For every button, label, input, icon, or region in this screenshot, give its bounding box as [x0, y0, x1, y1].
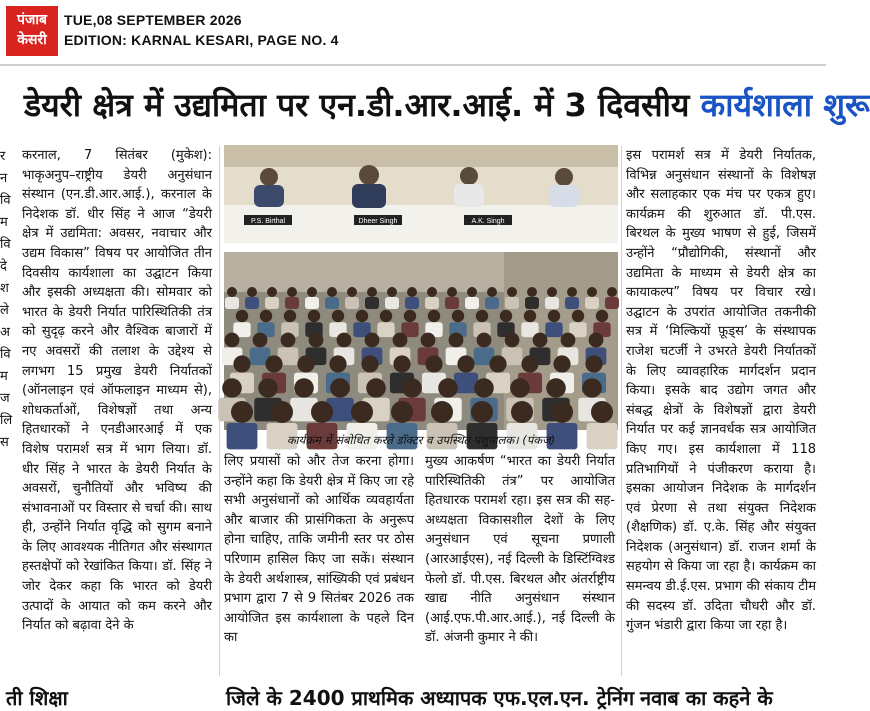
edition-info: EDITION: KARNAL KESARI, PAGE NO. 4 [64, 32, 339, 48]
attendee-head [391, 401, 413, 423]
attendee-head [233, 355, 250, 372]
attendee-head [551, 401, 573, 423]
attendee-head [425, 355, 442, 372]
attendee-head [287, 287, 297, 297]
attendee-head [294, 378, 314, 398]
attendee-head [258, 378, 278, 398]
attendee-head [546, 378, 566, 398]
attendee-head [351, 401, 373, 423]
photo-caption: कार्यक्रम में संबोधित करते डॉक्टर व उपस्थित पशुपालक। (पंकज) [286, 433, 556, 447]
attendee-head [309, 333, 324, 348]
attendee-head [507, 287, 517, 297]
publication-date: TUE,08 SEPTEMBER 2026 [64, 12, 242, 28]
attendee-body [525, 297, 539, 309]
attendee-head [402, 378, 422, 398]
attendee-head [589, 333, 604, 348]
attendee-head [236, 310, 248, 322]
article-column-3: मुख्य आकर्षण “भारत का डेयरी निर्यात पारिस्थितिकी तंत्र” पर आयोजित हितधारक परामर्श रहा। इस सत्र की सह-अध्यक्षता विकासशील देशों के लिए अनुसंधान एवं सूचना प्रणाली (आरआईएस), नई दिल्ली के डिस्टिंग्विश्ड फेलो डॉ. पी.एस. बिरथल और अंतर्राष्ट्रीय खाद्य नीति अनुसंधान संस्थान (आई.एफ.पी.आर.आई.), नई दिल्ली के डॉ. अंजनी कुमार ने की। [425, 454, 615, 646]
attendee-head [438, 378, 458, 398]
attendee-head [510, 378, 530, 398]
stage-photo [224, 145, 618, 243]
bottom-headline-left: ती शिक्षा [6, 686, 68, 710]
attendee-head [284, 310, 296, 322]
attendee-head [489, 355, 506, 372]
attendee-head [427, 287, 437, 297]
attendee-head [567, 287, 577, 297]
attendee-body [225, 297, 239, 309]
bottom-headline-middle: जिले के 2400 प्राथमिक अध्यापक एफ.एल.एन. ट्रेनिंग [226, 686, 635, 710]
attendee-body [345, 297, 359, 309]
attendee-body [385, 297, 399, 309]
attendee-body [454, 373, 478, 394]
attendee-head [467, 287, 477, 297]
attendee-head [428, 310, 440, 322]
name-plate-3: A.K. Singh [471, 218, 505, 225]
logo-line-2: केसरी [17, 32, 47, 48]
audience-photo-illustration [224, 252, 618, 430]
attendee-head [253, 333, 268, 348]
attendee-head [297, 355, 314, 372]
attendee-head [607, 287, 617, 297]
stage-photo-illustration [224, 145, 618, 243]
attendee-body [585, 297, 599, 309]
attendee-head [505, 333, 520, 348]
attendee-head [356, 310, 368, 322]
attendee-head [572, 310, 584, 322]
name-plate-2: Dheer Singh [358, 218, 398, 225]
attendee-body [285, 297, 299, 309]
attendee-head [521, 355, 538, 372]
attendee-head [231, 401, 253, 423]
attendee-head [457, 355, 474, 372]
attendee-head [511, 401, 533, 423]
attendee-head [547, 287, 557, 297]
attendee-head [582, 378, 602, 398]
attendee-head [596, 310, 608, 322]
attendee-head [487, 287, 497, 297]
attendee-head [367, 287, 377, 297]
attendee-head [329, 355, 346, 372]
attendee-head [561, 333, 576, 348]
masthead-divider [0, 64, 826, 66]
attendee-head [587, 287, 597, 297]
attendee-head [404, 310, 416, 322]
attendee-head [327, 287, 337, 297]
attendee-body [485, 297, 499, 309]
attendee-head [365, 333, 380, 348]
attendee-body [445, 297, 459, 309]
attendee-body [377, 322, 394, 337]
attendee-body [565, 297, 579, 309]
punjab-kesari-logo [6, 6, 58, 56]
attendee-head [337, 333, 352, 348]
masthead [0, 0, 826, 64]
attendee-head [380, 310, 392, 322]
attendee-head [247, 287, 257, 297]
attendee-body [365, 297, 379, 309]
attendee-head [366, 378, 386, 398]
attendee-head [225, 333, 240, 348]
attendee-head [311, 401, 333, 423]
attendee-head [281, 333, 296, 348]
attendee-head [271, 401, 293, 423]
attendee-head [449, 333, 464, 348]
attendee-body [325, 297, 339, 309]
next-article-headlines [0, 686, 826, 710]
attendee-head [421, 333, 436, 348]
bottom-headline-right: नवाब का कहने के [640, 686, 773, 710]
attendee-head [527, 287, 537, 297]
logo-line-1: पंजाब [17, 12, 47, 28]
attendee-head [447, 287, 457, 297]
attendee-head [330, 378, 350, 398]
attendee-body [545, 297, 559, 309]
attendee-head [431, 401, 453, 423]
attendee-body [245, 297, 259, 309]
attendee-body [305, 297, 319, 309]
attendee-head [222, 378, 242, 398]
attendee-head [265, 355, 282, 372]
attendee-head [524, 310, 536, 322]
attendee-body [505, 297, 519, 309]
attendee-head [307, 287, 317, 297]
attendee-head [477, 333, 492, 348]
attendee-head [476, 310, 488, 322]
headline-part-1: डेयरी क्षेत्र में उद्यमिता पर एन.डी.आर.आई. में 3 दिवसीय [24, 86, 701, 124]
article-column-4: इस परामर्श सत्र में डेयरी निर्यातक, विभिन्न अनुसंधान संस्थानों के विशेषज्ञ और सलाहकार एक मंच पर एकत्र हुए। कार्यक्रम की शुरुआत डॉ. पी.एस. बिरथल के मुख्य भाषण से हुई, जिसमें उन्होंने “प्रौद्योगिकी, संस्थानों और उद्यमिता के माध्यम से डेयरी क्षेत्र का कायाकल्प” विषय पर विचार रखे। उद्घाटन के उपरांत आयोजित तकनीकी सत्र में ‘मिल्कियों फ़ूड्स’ के संस्थापक राजेश चटर्जी ने उभरते डेयरी निर्यातकों के लिए व्यावहारिक मार्गदर्शन प्रदान किया। इसके बाद उद्योग जगत और संबद्ध क्षेत्रों के विशेषज्ञों द्वारा डेयरी निर्यात पर कई ज्ञानवर्धक सत्र आयोजित किए गए। इस कार्यशाला में 118 प्रतिभागियों ने पंजीकरण कराया है। इसका आयोजन निदेशक के मार्गदर्शन एवं प्रेरणा से तथा संयुक्त निदेशक (शैक्षणिक) डॉ. ए.के. सिंह और संयुक्त निदेशक (अनुसंधान) डॉ. राजन शर्मा के सहयोग से किया जा रहा है। कार्यक्रम का समन्वय डी.ई.एस. प्रभाग की संकाय टीम की सदस्य डॉ. उदिता चौधरी और डॉ. गुंजन भंडारी द्वारा किया जा रहा है। [626, 148, 816, 634]
attendee-head [308, 310, 320, 322]
attendee-head [452, 310, 464, 322]
adjacent-article-strip: र न वि म वि दे श ले अ वि म ज लि स [0, 149, 13, 450]
attendee-body [545, 322, 562, 337]
attendee-head [267, 287, 277, 297]
attendee-head [585, 355, 602, 372]
article-column-2: लिए प्रयासों को और तेज करना होगा। उन्होंने कहा कि डेयरी क्षेत्र में किए जा रहे सभी अनुसंधानों को आर्थिक व्यवहार्यता और बाजार की प्रासंगिकता के अनुरूप होना चाहिए, ताकि जमीनी स्तर पर ठोस परिणाम हासिल किए जा सकें। संस्थान के डेयरी अर्थशास्त्र, सांख्यिकी एवं प्रबंधन प्रभाग द्वारा 7 से 9 सितंबर 2026 तक आयोजित इस कार्यशाला के पहले दिन का [224, 454, 414, 646]
attendee-head [471, 401, 493, 423]
attendee-head [533, 333, 548, 348]
headline [24, 80, 870, 130]
attendee-body [465, 297, 479, 309]
attendee-head [591, 401, 613, 423]
attendee-head [332, 310, 344, 322]
attendee-head [227, 287, 237, 297]
edition-meta [64, 10, 339, 50]
attendee-head [387, 287, 397, 297]
attendee-head [361, 355, 378, 372]
column-divider [621, 146, 622, 676]
attendee-head [347, 287, 357, 297]
audience-photo [224, 252, 618, 430]
attendee-body [605, 297, 619, 309]
attendee-head [407, 287, 417, 297]
attendee-head [393, 355, 410, 372]
attendee-head [553, 355, 570, 372]
attendee-head [393, 333, 408, 348]
article-column-1: करनाल, 7 सितंबर (मुकेश): भाकृअनुप–राष्ट्रीय डेयरी अनुसंधान संस्थान (एन.डी.आर.आई.), करनाल के निदेशक डॉ. धीर सिंह ने आज “डेयरी क्षेत्र में उद्यमिता: अवसर, नवाचार और उद्यम विकास” विषय पर आयोजित तीन दिवसीय कार्यशाला का उद्घाटन किया और इसकी अध्यक्षता की। सोमवार को भारत के डेयरी निर्यात पारिस्थितिकी तंत्र को सुदृढ़ करने और वैश्विक बाजारों में नए अवसरों की तलाश के उद्देश्य से लगभग 15 प्रमुख डेयरी निर्यातकों (ऑनलाइन एवं ऑफलाइन माध्यम से), शोधकर्ताओं, विशेषज्ञों तथा अन्य हितधारकों ने एनडीआरआई में एक विशेष परामर्श सत्र में भाग लिया। डॉ. धीर सिंह ने भारत के डेयरी निर्यात के अवसरों, चुनौतियों और भविष्य की संभावनाओं पर विस्तार से चर्चा की। साथ ही, उन्होंने निर्यात वृद्धि को सुगम बनाने के लिए आवश्यक नीतिगत और संस्थागत हस्तक्षेपों को रेखांकित किया। डॉ. सिंह ने जोर देकर कहा कि भारत को डेयरी उत्पादों के आयात को कम करने और निर्यात को बढ़ावा देने के [22, 148, 212, 634]
attendee-head [474, 378, 494, 398]
attendee-body [425, 297, 439, 309]
attendee-head [260, 310, 272, 322]
attendee-head [548, 310, 560, 322]
attendee-body [265, 297, 279, 309]
attendee-body [405, 297, 419, 309]
attendee-head [500, 310, 512, 322]
headline-part-2: कार्यशाला शुरू [700, 86, 870, 124]
name-plate-1: P.S. Birthal [250, 218, 286, 225]
